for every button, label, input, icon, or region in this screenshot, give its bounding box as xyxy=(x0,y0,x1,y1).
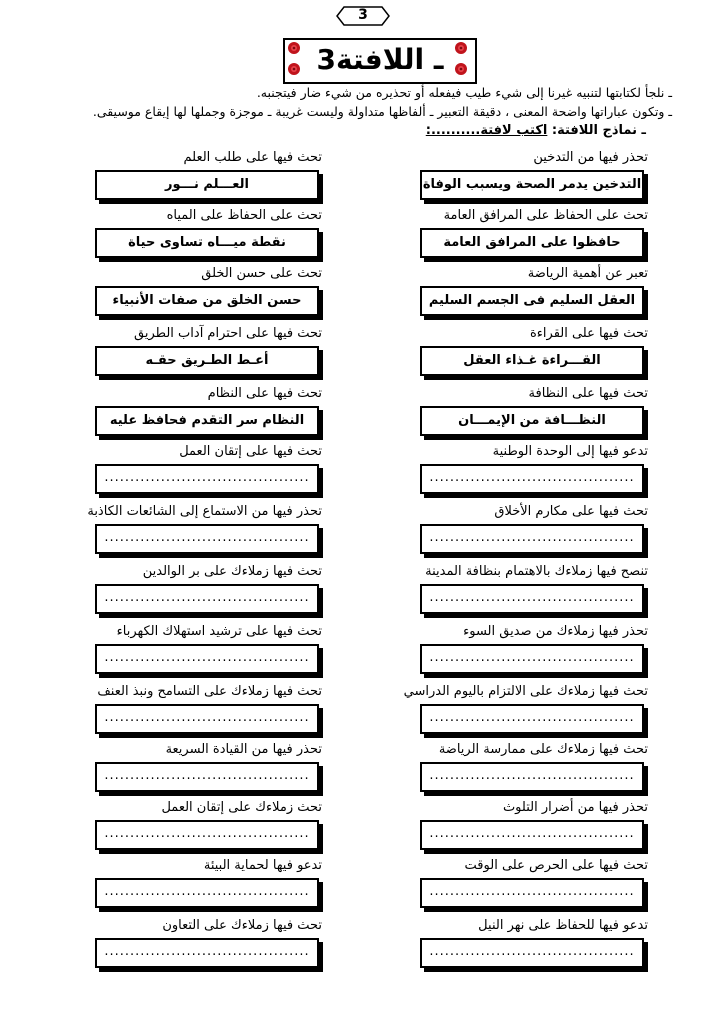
answer-box-blank[interactable]: ........................................ xyxy=(95,938,319,968)
answer-box-blank[interactable]: ........................................ xyxy=(95,878,319,908)
banner-prompt: تحث فيها على ترشيد استهلاك الكهرباء xyxy=(116,624,322,639)
answer-box-blank[interactable]: ........................................ xyxy=(420,878,644,908)
answer-box: حسن الخلق من صفات الأنبياء xyxy=(95,286,319,316)
answer-box: النظام سر التقدم فحافظ عليه xyxy=(95,406,319,436)
rose-icon xyxy=(453,61,469,77)
page-number: 3 xyxy=(358,7,368,23)
banner-prompt: تحث فيها على إتقان العمل xyxy=(179,444,322,459)
banner-prompt: تحث فيها زملاءك على الالتزام باليوم الدراسي xyxy=(403,684,648,699)
answer-box-blank[interactable]: ........................................ xyxy=(95,704,319,734)
answer-box-blank[interactable]: ........................................ xyxy=(95,524,319,554)
title-banner xyxy=(283,38,477,84)
banner-prompt: تحذر فيها من أضرار التلوث xyxy=(502,800,648,815)
answer-box-blank[interactable]: ........................................ xyxy=(420,464,644,494)
banner-prompt: تعبر عن أهمية الرياضة xyxy=(527,266,648,281)
rose-icon xyxy=(453,40,469,56)
banner-prompt: تحث فيها على القراءة xyxy=(529,326,648,341)
banner-prompt: تحث على حسن الخلق xyxy=(201,266,322,281)
banner-prompt: تحذر فيها من الاستماع إلى الشائعات الكاذبة xyxy=(87,504,322,519)
banner-prompt: تحث فيها على طلب العلم xyxy=(183,150,322,165)
banner-prompt: تحث فيها زملاءك على بر الوالدين xyxy=(142,564,322,579)
answer-box-blank[interactable]: ........................................ xyxy=(95,820,319,850)
answer-box: نقطة ميـــاه تساوى حياة xyxy=(95,228,319,258)
answer-box-blank[interactable]: ........................................ xyxy=(95,644,319,674)
page-title: ـ اللافتة3 xyxy=(316,43,444,76)
page-number-badge xyxy=(336,6,390,26)
banner-prompt: تحث فيها على احترام آداب الطريق xyxy=(134,326,322,341)
banner-prompt: تحذر فيها زملاءك من صديق السوء xyxy=(463,624,648,639)
intro-line-1: ـ نلجأ لكتابتها لتنبيه غيرنا إلى شيء طيب فيفعله أو تحذيره من شيء ضار فيتجنبه. xyxy=(256,85,672,100)
banner-prompt: تحث على الحفاظ على المرافق العامة xyxy=(443,208,648,223)
banner-prompt: تحث على الحفاظ على المياه xyxy=(166,208,322,223)
models-title: ـ نماذج اللافتة: xyxy=(551,123,646,138)
banner-prompt: تدعو فيها لحماية البيئة xyxy=(203,858,322,873)
answer-box-blank[interactable]: ........................................ xyxy=(420,584,644,614)
answer-box-blank[interactable]: ........................................ xyxy=(420,820,644,850)
banner-prompt: تحث فيها زملاءك على ممارسة الرياضة xyxy=(438,742,648,757)
models-instruction: اكتب لافتة..........: xyxy=(425,123,548,138)
intro-line-2: ـ وتكون عباراتها واضحة المعنى ، دقيقة التعبير ـ ألفاظها متداولة وليست غريبة ـ موجزة وجملها لها إيقاع موسيقى. xyxy=(92,104,672,119)
banner-prompt: تحث فيها على النظام xyxy=(207,386,322,401)
answer-box: العقل السليم فى الجسم السليم xyxy=(420,286,644,316)
banner-prompt: تحث فيها زملاءك على التعاون xyxy=(162,918,322,933)
models-heading xyxy=(426,123,646,138)
answer-box-blank[interactable]: ........................................ xyxy=(95,584,319,614)
banner-prompt: تحث فيها على النظافة xyxy=(528,386,648,401)
answer-box: التدخين يدمر الصحة ويسبب الوفاة xyxy=(420,170,644,200)
banner-prompt: تحث فيها على مكارم الأخلاق xyxy=(494,504,648,519)
answer-box-blank[interactable]: ........................................ xyxy=(420,644,644,674)
banner-prompt: تحذر فيها من التدخين xyxy=(533,150,648,165)
answer-box: أعـط الطـريق حقـه xyxy=(95,346,319,376)
answer-box: حافظوا على المرافق العامة xyxy=(420,228,644,258)
answer-box-blank[interactable]: ........................................ xyxy=(420,938,644,968)
answer-box-blank[interactable]: ........................................ xyxy=(420,762,644,792)
answer-box: العـــلم نـــور xyxy=(95,170,319,200)
rose-icon xyxy=(286,61,302,77)
banner-prompt: تدعو فيها للحفاظ على نهر النيل xyxy=(478,918,648,933)
banner-prompt: تحث فيها على الحرص على الوقت xyxy=(464,858,648,873)
banner-prompt: تدعو فيها إلى الوحدة الوطنية xyxy=(492,444,648,459)
answer-box-blank[interactable]: ........................................ xyxy=(420,704,644,734)
banner-prompt: تنصح فيها زملاءك بالاهتمام بنظافة المدينة xyxy=(425,564,648,579)
banner-prompt: تحث فيها زملاءك على التسامح ونبذ العنف xyxy=(97,684,322,699)
banner-prompt: تحذر فيها من القيادة السريعة xyxy=(165,742,322,757)
banner-prompt: تحث زملاءك على إتقان العمل xyxy=(161,800,322,815)
answer-box: القـــراءة غـذاء العقل xyxy=(420,346,644,376)
answer-box: النظـــافة من الإيمـــان xyxy=(420,406,644,436)
rose-icon xyxy=(286,40,302,56)
answer-box-blank[interactable]: ........................................ xyxy=(420,524,644,554)
answer-box-blank[interactable]: ........................................ xyxy=(95,464,319,494)
answer-box-blank[interactable]: ........................................ xyxy=(95,762,319,792)
